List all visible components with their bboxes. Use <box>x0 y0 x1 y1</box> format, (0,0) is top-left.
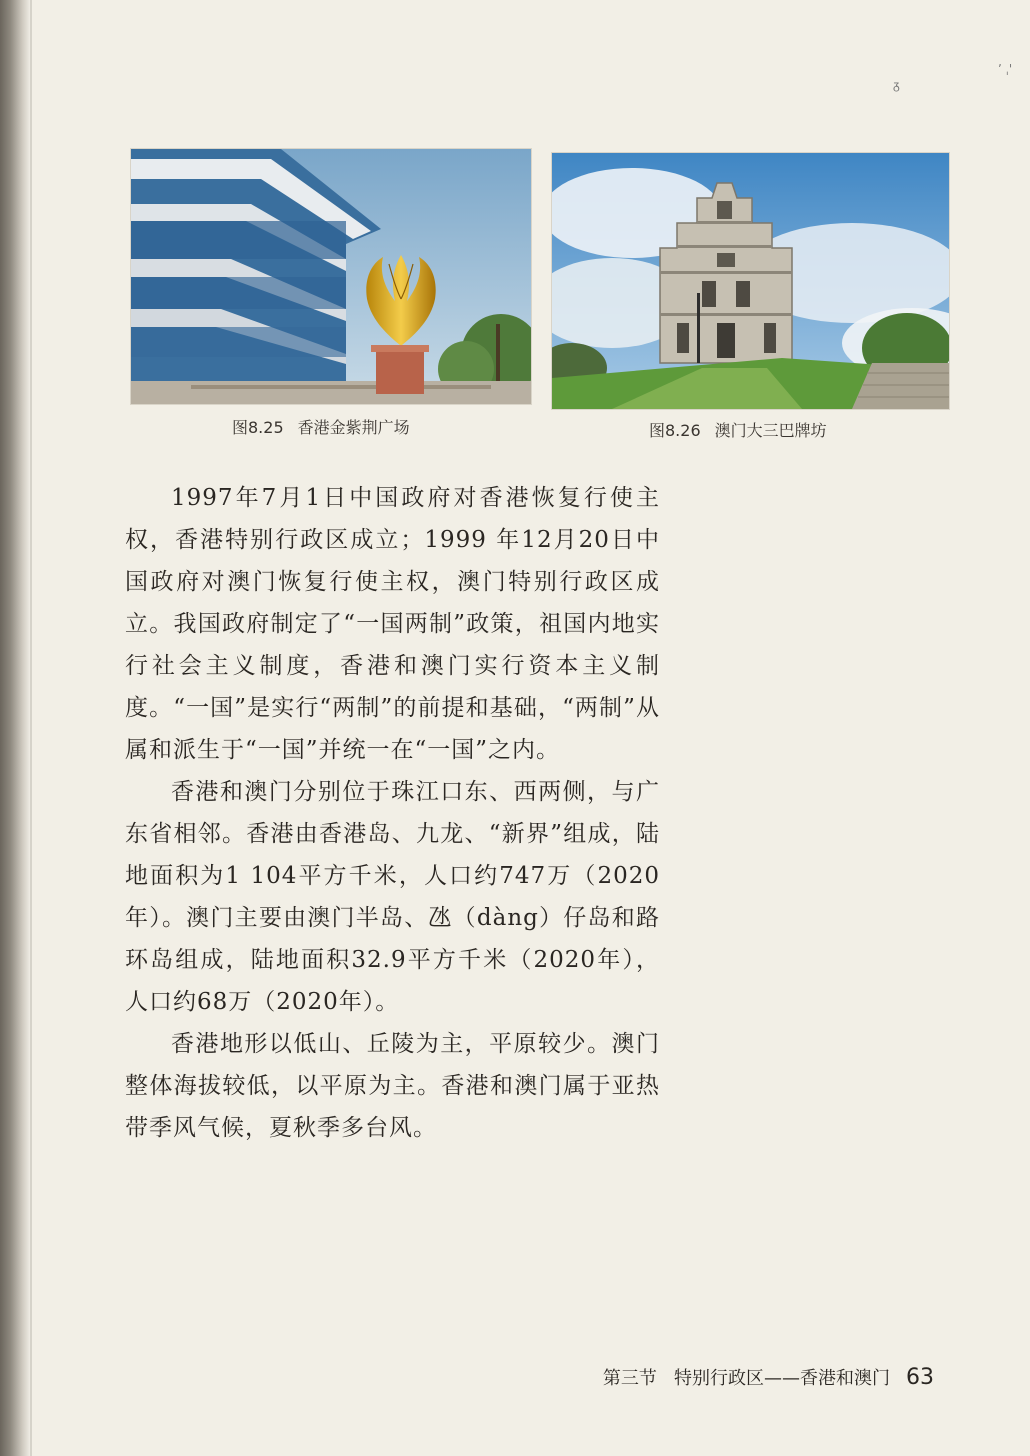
paragraph: 香港地形以低山、丘陵为主，平原较少。澳门整体海拔较低，以平原为主。香港和澳门属于亚热带季风气候，夏秋季多台风。 <box>125 1031 660 1141</box>
body-text <box>125 477 660 1149</box>
figure-number: 图8.26 <box>649 421 701 440</box>
page-footer <box>603 1364 934 1390</box>
figure-number: 图8.25 <box>232 418 284 437</box>
footer-section: 第三节 <box>602 1368 657 1389</box>
figure-title: 澳门大三巴牌坊 <box>714 421 827 440</box>
golden-bauhinia-photo-icon <box>130 148 532 405</box>
figure-caption <box>232 415 410 438</box>
book-spine-shadow <box>0 0 30 1456</box>
page-edge <box>30 0 32 1456</box>
scan-speck: ʼ ˌ' <box>998 62 1013 76</box>
scan-speck: ᵹ <box>893 78 900 92</box>
paragraph: 香港和澳门分别位于珠江口东、西两侧，与广东省相邻。香港由香港岛、九龙、“新界”组成，陆地面积为1 104平方千米，人口约747万（2020年）。澳门主要由澳门半岛、氹（dàng）仔岛和路环岛组成，陆地面积32.9平方千米（2020年），人口约68万（2020年）。 <box>125 779 660 1015</box>
footer-title: 特别行政区——香港和澳门 <box>674 1368 890 1389</box>
page-number: 63 <box>906 1365 934 1390</box>
figure-caption <box>649 418 827 441</box>
figure-title: 香港金紫荆广场 <box>297 418 410 437</box>
paragraph: 1997年7月1日中国政府对香港恢复行使主权，香港特别行政区成立；1999 年12月20日中国政府对澳门恢复行使主权，澳门特别行政区成立。我国政府制定了“一国两制”政策，祖国内地实行社会主义制度，香港和澳门实行资本主义制度。“一国”是实行“两制”的前提和基础，“两制”从属和派生于“一国”并统一在“一国”之内。 <box>125 485 660 763</box>
ruins-of-st-pauls-photo-icon <box>551 152 950 410</box>
